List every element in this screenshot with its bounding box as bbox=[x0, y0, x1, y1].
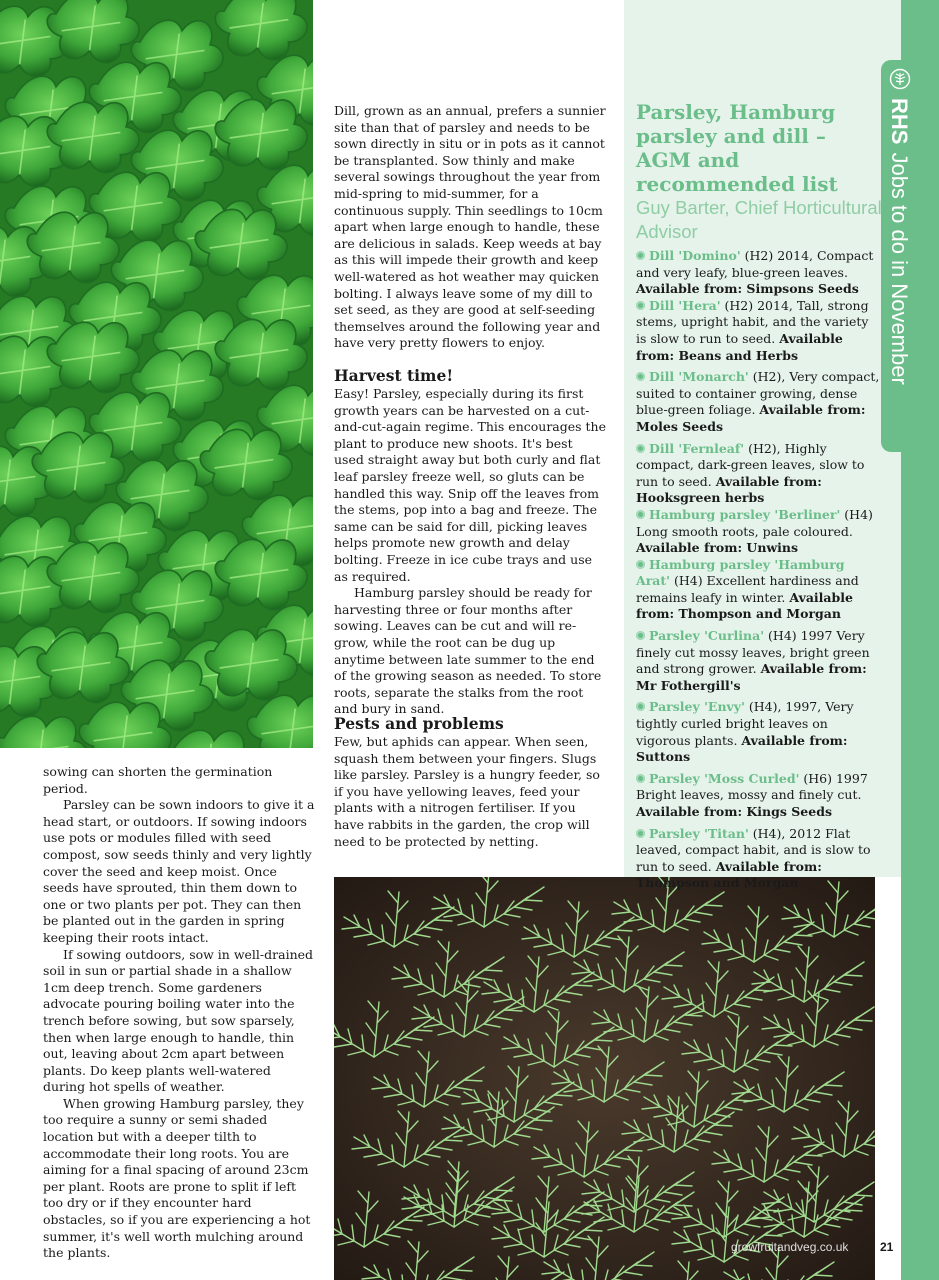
list-item bbox=[636, 248, 882, 298]
variety-name: Parsley 'Titan' bbox=[649, 825, 749, 841]
left-paragraph-3: If sowing outdoors, sow in well-drained soil in sun or partial shade in a shallow 1cm deep trench. Some gardeners advocate pouring boiling water into the trench before sowing, but sow sparsely, then when large enough to handle, thin out, leaving about 2cm apart between plants. Do keep plants well-watered during hot spells of weather. bbox=[43, 946, 314, 1095]
variety-availability: Available from: Unwins bbox=[636, 540, 799, 556]
dill-fronds-image bbox=[334, 877, 875, 1280]
bullet-icon bbox=[636, 702, 645, 711]
parsley-photo bbox=[0, 0, 313, 748]
variety-availability: Available from: Thompson and Morgan bbox=[636, 858, 822, 891]
variety-availability: Available from: Kings Seeds bbox=[636, 804, 832, 819]
variety-availability: Available from: Mr Fothergill's bbox=[636, 661, 867, 693]
variety-description: (H4) Long smooth roots, pale coloured. bbox=[636, 506, 873, 539]
bullet-icon bbox=[636, 444, 645, 453]
list-item bbox=[636, 771, 882, 821]
variety-description: (H6) 1997 Bright leaves, mossy and finely cut. bbox=[636, 770, 868, 803]
variety-name: Parsley 'Envy' bbox=[649, 699, 745, 715]
bullet-icon bbox=[636, 301, 645, 310]
variety-description: (H2) 2014, Tall, strong stems, upright habit, and the variety is slow to run to seed. bbox=[636, 297, 869, 346]
variety-name: Dill 'Hera' bbox=[649, 297, 721, 313]
list-item bbox=[636, 628, 882, 694]
page-number-box bbox=[875, 1208, 901, 1280]
variety-description: (H2), Very compact, suited to container growing, dense blue-green foliage. bbox=[636, 369, 880, 418]
page-number: 21 bbox=[880, 1240, 894, 1254]
variety-name: Hamburg parsley 'Hamburg Arat' bbox=[636, 556, 845, 589]
dill-intro-column bbox=[334, 103, 606, 352]
variety-description: (H4), 2012 Flat leaved, compact habit, and is slow to run to seed. bbox=[636, 825, 871, 874]
bullet-icon bbox=[636, 774, 645, 783]
variety-availability: Available from: Suttons bbox=[636, 732, 848, 765]
variety-availability: Available from: Thompson and Morgan bbox=[636, 589, 853, 622]
variety-availability: Available from: Hooksgreen herbs bbox=[636, 473, 822, 506]
dill-intro-paragraph: Dill, grown as an annual, prefers a sunnier site than that of parsley and needs to be sown directly in situ or in pots as it cannot be transplanted. Sow thinly and make several sowings throughout the year from mid-spring to mid-summer, for a continuous supply. Thin seedlings to 10cm apart when large enough to handle, these are delicious in salads. Keep weeds at bay as this will impede their growth and keep well-watered as hot weather may quicken bolting. I always leave some of my dill to set seed, as they are good at self-seeding themselves around the following year and have very pretty flowers to enjoy. bbox=[334, 103, 606, 351]
left-paragraph-2: Parsley can be sown indoors to give it a head start, or outdoors. If sowing indoors use pots or modules filled with seed compost, sow seeds thinly and very lightly cover the seed and keep moist. Once seeds have sprouted, thin them down to one or two plants per pot. They can then be planted out in the garden in spring keeping their roots intact. bbox=[43, 797, 315, 945]
footer-website: growfruitandveg.co.uk bbox=[731, 1240, 849, 1254]
variety-availability: Available from: Beans and Herbs bbox=[636, 330, 843, 363]
bullet-icon bbox=[636, 560, 645, 569]
left-paragraph-4: When growing Hamburg parsley, they too require a sunny or semi shaded location but with a deeper tilth to accommodate their long roots. You are aiming for a final spacing of around 23cm per plant. Roots are prone to split if left too dry or if they encounter hard obstacles, so if you are experiencing a hot summer, it's well worth mulching around the plants. bbox=[43, 1095, 311, 1261]
agm-list bbox=[636, 100, 882, 892]
list-item bbox=[636, 298, 882, 364]
variety-description: (H4), 1997, Very tightly curled bright leaves on vigorous plants. bbox=[636, 699, 854, 748]
variety-description: (H2) 2014, Compact and very leafy, blue-green leaves. bbox=[636, 248, 874, 280]
harvest-paragraph-2: Hamburg parsley should be ready for harvesting three or four months after sowing. Leaves can be cut and will re-grow, while the root can be dug up anytime between late summer to the end of the growing season as needed. To store roots, separate the stalks from the root and bury in sand. bbox=[334, 585, 602, 717]
variety-name: Dill 'Fernleaf' bbox=[649, 440, 745, 456]
variety-description: (H2), Highly compact, dark-green leaves, slow to run to seed. bbox=[636, 440, 865, 489]
bullet-icon bbox=[636, 829, 645, 838]
bullet-icon bbox=[636, 372, 645, 381]
list-item bbox=[636, 507, 882, 557]
list-item bbox=[636, 441, 882, 507]
variety-description: (H4) 1997 Very finely cut mossy leaves, bright green and strong grower. bbox=[636, 628, 870, 677]
section-title: Jobs to do in November bbox=[887, 152, 912, 385]
section-tab-label bbox=[886, 98, 912, 385]
variety-name: Parsley 'Moss Curled' bbox=[649, 770, 800, 786]
list-item bbox=[636, 699, 882, 765]
harvest-paragraph-1: Easy! Parsley, especially during its first growth years can be harvested on a cut-and-cut-again regime. This encourages the plant to produce new shoots. It's best used straight away but both curly and flat leaf parsley freeze well, so gluts can be handled this way. Snip off the leaves from the stems, pop into a bag and freeze. The same can be said for dill, picking leaves helps promote new growth and delay bolting. Freeze in ice cube trays and use as required. bbox=[334, 386, 607, 584]
pests-section bbox=[334, 714, 606, 850]
harvest-section bbox=[334, 366, 606, 718]
variety-description: (H4) Excellent hardiness and remains leafy in winter. bbox=[636, 573, 859, 605]
left-paragraph-1: sowing can shorten the germination period. bbox=[43, 764, 273, 796]
bullet-icon bbox=[636, 510, 645, 519]
agm-list-author: Guy Barter, Chief Horticultural Advisor bbox=[636, 197, 882, 242]
variety-name: Parsley 'Curlina' bbox=[649, 628, 765, 644]
dill-photo bbox=[334, 877, 875, 1280]
list-item bbox=[636, 826, 882, 892]
bullet-icon bbox=[636, 251, 645, 260]
variety-name: Hamburg parsley 'Berliner' bbox=[649, 506, 841, 522]
variety-name: Dill 'Domino' bbox=[649, 248, 741, 263]
harvest-heading: Harvest time! bbox=[334, 366, 454, 385]
list-item bbox=[636, 557, 882, 623]
parsley-sowing-column bbox=[43, 764, 315, 1262]
variety-availability: Available from: Simpsons Seeds bbox=[636, 281, 859, 297]
rhs-brand: RHS bbox=[887, 98, 912, 145]
rhs-logo-icon bbox=[889, 68, 911, 90]
pests-heading: Pests and problems bbox=[334, 714, 504, 733]
variety-availability: Available from: Moles Seeds bbox=[636, 402, 866, 434]
parsley-leaves-image bbox=[0, 0, 313, 748]
list-item bbox=[636, 369, 882, 435]
pests-paragraph: Few, but aphids can appear. When seen, squash them between your fingers. Slugs like parsley. Parsley is a hungry feeder, so if you have yellowing leaves, feed your plants with a nitrogen fertiliser. If you have rabbits in the garden, the crop will need to be protected by netting. bbox=[334, 734, 600, 849]
agm-list-title: Parsley, Hamburg parsley and dill – AGM and recommended list bbox=[636, 100, 838, 196]
bullet-icon bbox=[636, 631, 645, 640]
variety-name: Dill 'Monarch' bbox=[649, 369, 749, 385]
